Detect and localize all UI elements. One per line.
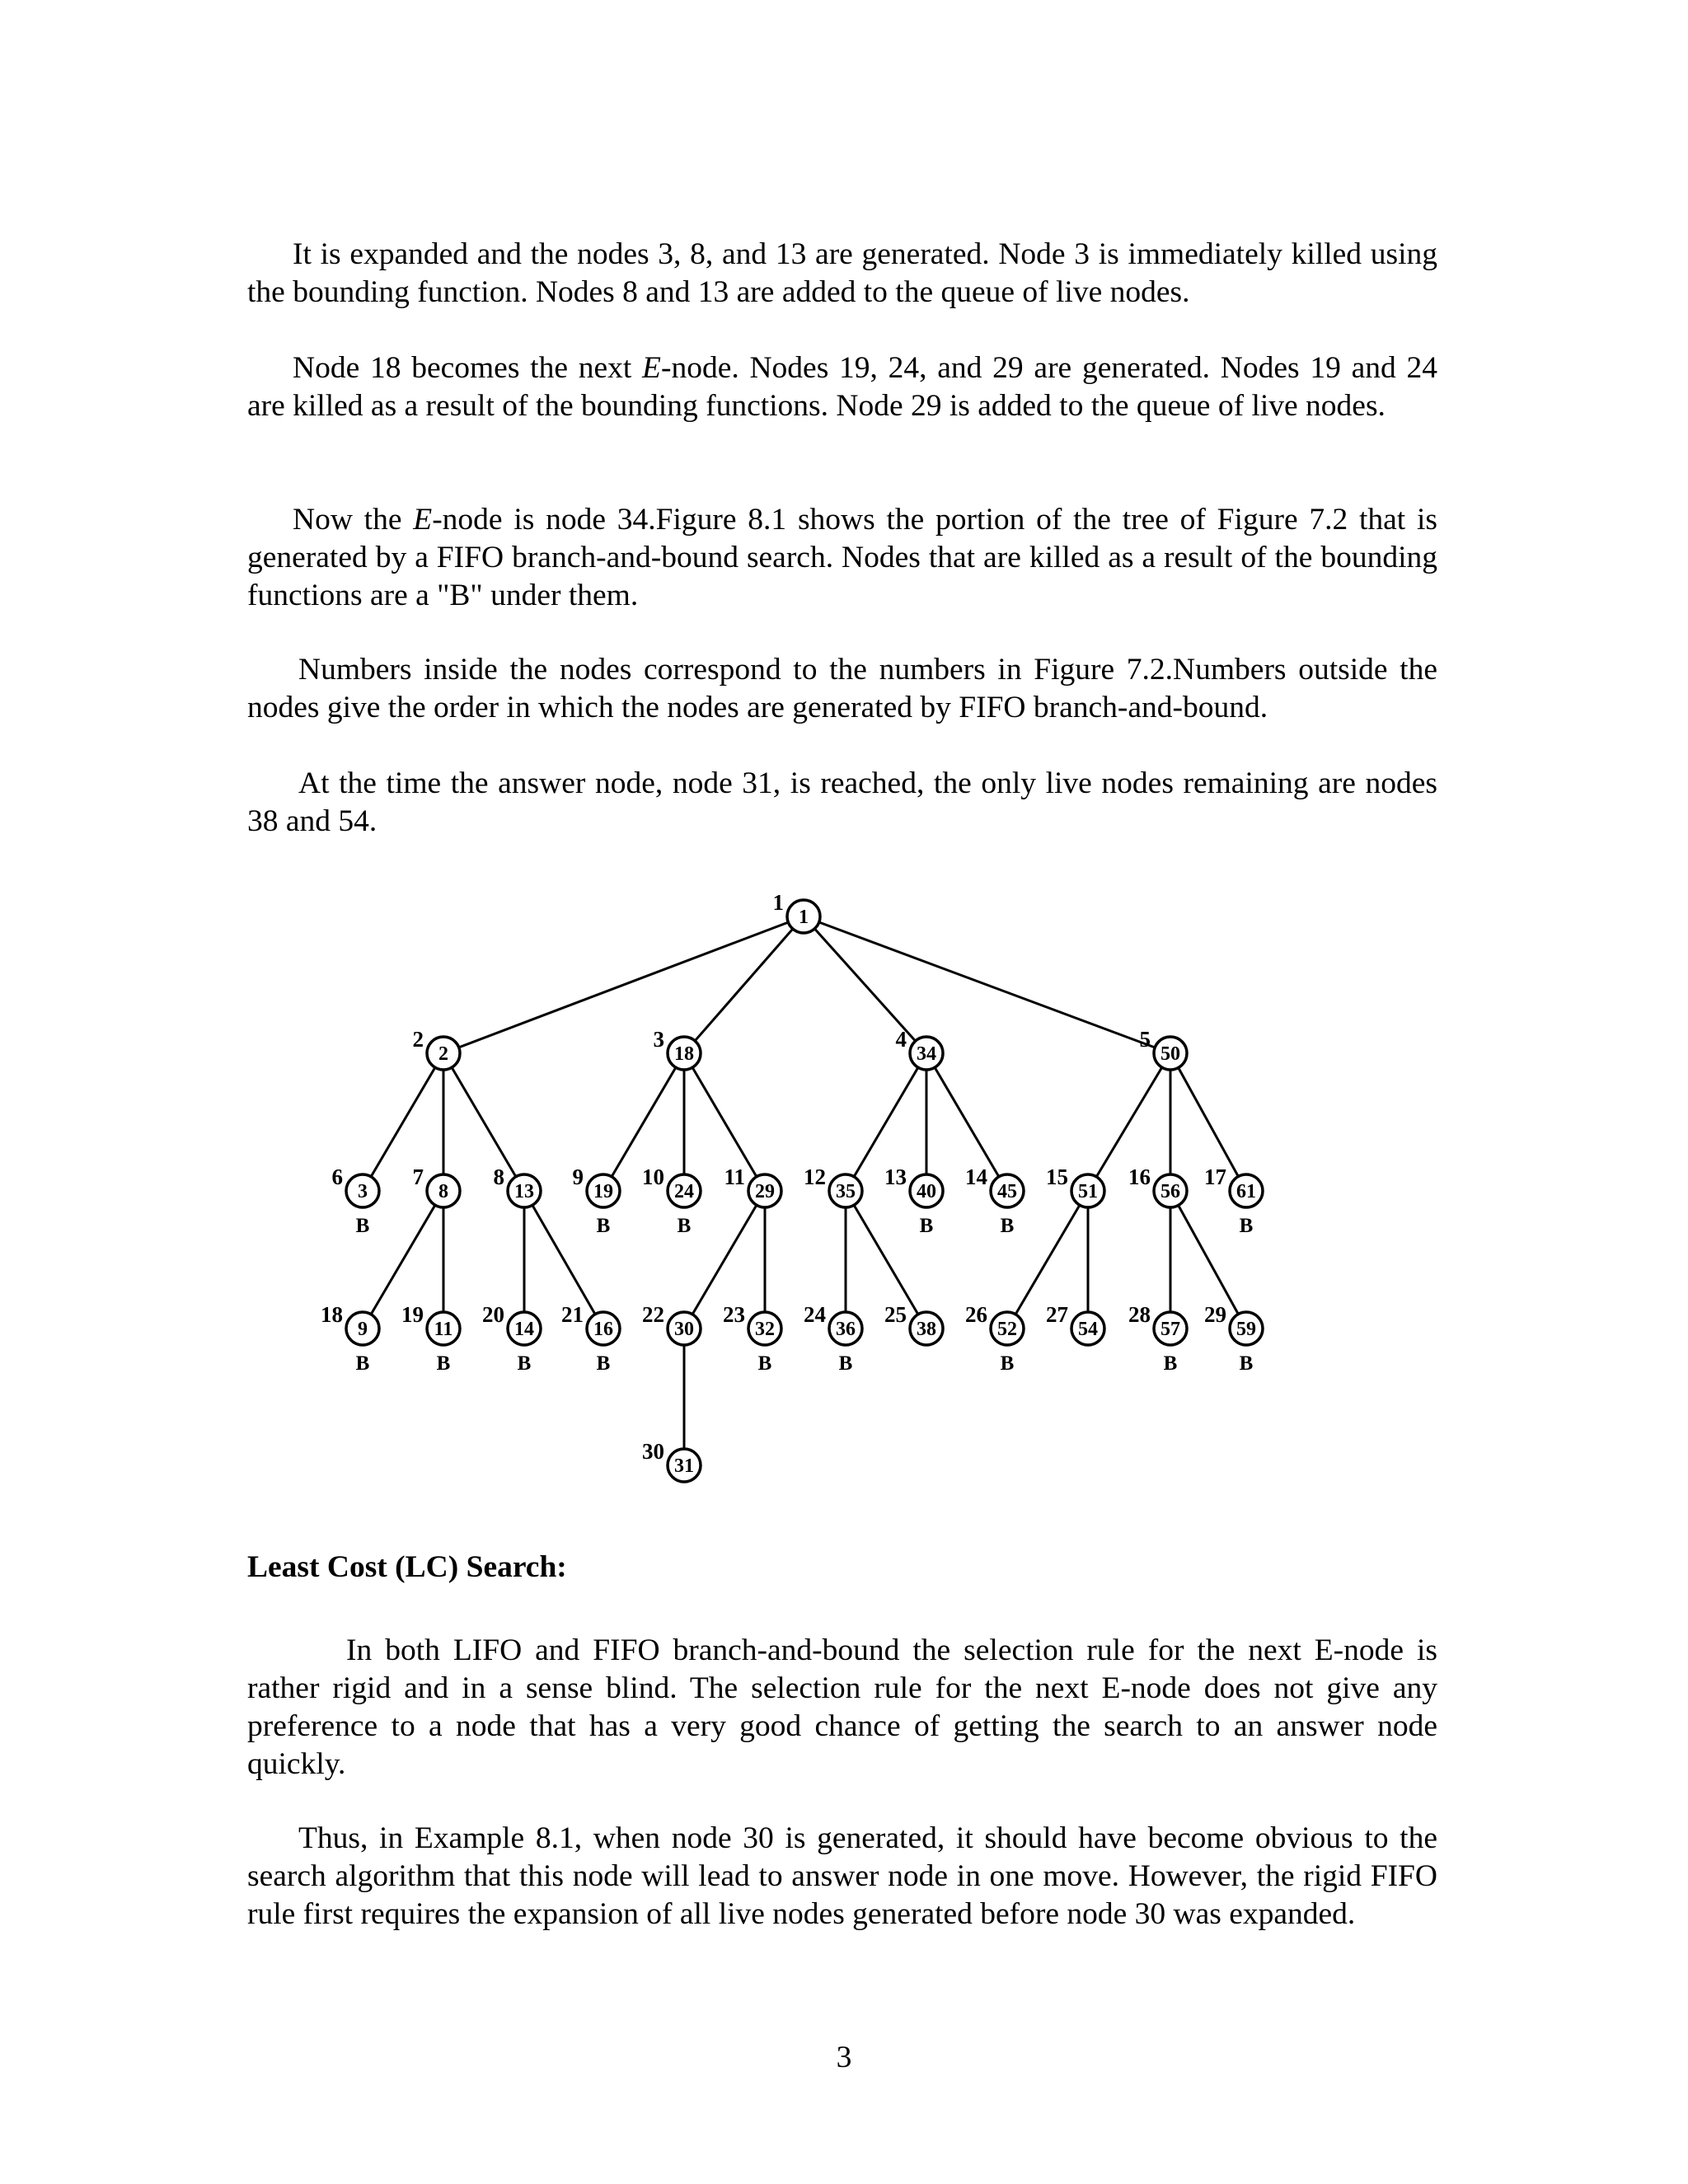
generation-order-label: 12 — [804, 1165, 826, 1189]
node-number-label: 32 — [755, 1319, 775, 1340]
paragraph — [247, 651, 1437, 727]
tree-edge — [459, 922, 789, 1047]
generation-order-label: 8 — [493, 1165, 504, 1189]
killed-marker: B — [677, 1215, 692, 1237]
killed-marker: B — [1000, 1215, 1015, 1237]
generation-order-label: 29 — [1204, 1302, 1226, 1327]
tree-edge — [935, 1067, 999, 1177]
tree-edge — [1096, 1067, 1161, 1177]
tree-edge — [1179, 1068, 1239, 1177]
killed-marker: B — [596, 1215, 611, 1237]
killed-marker: B — [919, 1215, 934, 1237]
generation-order-label: 13 — [884, 1165, 907, 1189]
node-number-label: 54 — [1078, 1319, 1098, 1340]
paragraph-text: Node 18 becomes the next — [293, 351, 643, 385]
node-number-label: 1 — [799, 907, 809, 928]
generation-order-label: 26 — [965, 1302, 987, 1327]
node-number-label: 29 — [755, 1181, 775, 1202]
paragraph-text: E — [642, 351, 661, 385]
paragraph-text: Thus, in Example 8.1, when node 30 is generated, it should have become obvious to the search algorithm that this node will lead to answer node in one move. However, the rigid FIFO rule first requires the expansion of all live nodes generated before node 30 was expanded. — [247, 1821, 1437, 1931]
generation-order-label: 3 — [653, 1027, 664, 1052]
node-number-label: 56 — [1160, 1181, 1180, 1202]
generation-order-label: 1 — [772, 890, 784, 915]
node-number-label: 52 — [997, 1319, 1017, 1340]
node-number-label: 2 — [438, 1043, 448, 1065]
generation-order-label: 2 — [412, 1027, 424, 1052]
generation-order-label: 28 — [1128, 1302, 1151, 1327]
node-number-label: 57 — [1160, 1319, 1180, 1340]
node-number-label: 9 — [358, 1319, 368, 1340]
node-number-label: 61 — [1236, 1181, 1256, 1202]
node-number-label: 14 — [514, 1319, 534, 1340]
tree-edge — [1015, 1205, 1080, 1315]
node-number-label: 16 — [593, 1319, 613, 1340]
node-number-label: 34 — [917, 1043, 936, 1065]
tree-edge — [854, 1205, 918, 1315]
paragraph — [247, 765, 1437, 841]
paragraph-text: Now the — [293, 503, 414, 537]
killed-marker: B — [1239, 1215, 1254, 1237]
paragraph-text: At the time the answer node, node 31, is reached, the only live nodes remaining are nodes 38 and 54. — [247, 766, 1437, 838]
tree-edge — [692, 1205, 757, 1315]
killed-marker: B — [436, 1352, 451, 1375]
generation-order-label: 19 — [401, 1302, 424, 1327]
killed-marker: B — [355, 1215, 370, 1237]
node-number-label: 11 — [434, 1319, 453, 1340]
node-number-label: 40 — [917, 1181, 936, 1202]
tree-edge — [814, 929, 915, 1041]
tree-edge — [452, 1067, 516, 1177]
node-number-label: 38 — [917, 1319, 936, 1340]
tree-edge — [532, 1205, 595, 1314]
generation-order-label: 7 — [412, 1165, 424, 1189]
tree-edge — [854, 1067, 918, 1177]
node-number-label: 18 — [674, 1043, 694, 1065]
killed-marker: B — [596, 1352, 611, 1375]
killed-marker: B — [1000, 1352, 1015, 1375]
paragraph — [247, 1632, 1437, 1783]
generation-order-label: 4 — [895, 1027, 907, 1052]
killed-marker: B — [355, 1352, 370, 1375]
generation-order-label: 22 — [642, 1302, 664, 1327]
generation-order-label: 15 — [1046, 1165, 1068, 1189]
generation-order-label: 14 — [965, 1165, 987, 1189]
generation-order-label: 9 — [572, 1165, 584, 1189]
node-number-label: 3 — [358, 1181, 368, 1202]
paragraph — [247, 349, 1437, 425]
paragraph-text: It is expanded and the nodes 3, 8, and 13 are generated. Node 3 is immediately killed using the bounding function. Nodes 8 and 13 are added to the queue of live nodes. — [247, 237, 1437, 309]
node-number-label: 30 — [674, 1319, 694, 1340]
tree-edge — [819, 922, 1156, 1047]
generation-order-label: 23 — [723, 1302, 745, 1327]
killed-marker: B — [517, 1352, 532, 1375]
generation-order-label: 5 — [1139, 1027, 1151, 1052]
killed-marker: B — [838, 1352, 853, 1375]
killed-marker: B — [757, 1352, 772, 1375]
generation-order-label: 24 — [804, 1302, 826, 1327]
generation-order-label: 6 — [331, 1165, 343, 1189]
paragraph — [247, 236, 1437, 312]
paragraph — [247, 1820, 1437, 1933]
node-number-label: 50 — [1160, 1043, 1180, 1065]
tree-edge — [612, 1067, 676, 1177]
node-number-label: 31 — [674, 1455, 694, 1477]
paragraph-text: -node is node 34.Figure 8.1 shows the portion of the tree of Figure 7.2 that is generated by a FIFO branch-and-bound search. Nodes that are killed as a result of the bounding functions are a "B" under them. — [247, 503, 1437, 612]
killed-marker: B — [1163, 1352, 1178, 1375]
node-number-label: 13 — [514, 1181, 534, 1202]
generation-order-label: 27 — [1046, 1302, 1068, 1327]
tree-edge — [692, 1067, 757, 1177]
generation-order-label: 11 — [724, 1165, 745, 1189]
paragraph-text: In both LIFO and FIFO branch-and-bound the selection rule for the next E-node is rather rigid and in a sense blind. The selection rule for the next E-node does not give any preference to a node that has a very good chance of getting the search to an answer node quickly. — [247, 1633, 1437, 1781]
node-number-label: 36 — [836, 1319, 856, 1340]
generation-order-label: 10 — [642, 1165, 664, 1189]
generation-order-label: 30 — [642, 1439, 664, 1464]
generation-order-label: 21 — [561, 1302, 584, 1327]
tree-edge — [1179, 1206, 1239, 1315]
node-number-label: 59 — [1236, 1319, 1256, 1340]
tree-edge — [371, 1067, 435, 1177]
node-number-label: 35 — [836, 1181, 856, 1202]
generation-order-label: 16 — [1128, 1165, 1151, 1189]
generation-order-label: 17 — [1204, 1165, 1226, 1189]
section-heading: Least Cost (LC) Search: — [247, 1550, 567, 1584]
node-number-label: 45 — [997, 1181, 1017, 1202]
node-number-label: 51 — [1078, 1181, 1098, 1202]
tree-edge — [371, 1205, 435, 1315]
node-number-label: 8 — [438, 1181, 448, 1202]
fifo-state-space-tree — [0, 882, 1688, 1508]
generation-order-label: 25 — [884, 1302, 907, 1327]
generation-order-label: 20 — [482, 1302, 504, 1327]
killed-marker: B — [1239, 1352, 1254, 1375]
paragraph-text: -node. Nodes 19, 24, and 29 are generated. Nodes 19 and 24 are killed as a result of the bounding functions. Node 29 is added to the queue of live nodes. — [247, 351, 1438, 423]
paragraph-text: E — [413, 503, 433, 537]
node-number-label: 24 — [674, 1181, 694, 1202]
node-number-label: 19 — [593, 1181, 613, 1202]
paragraph-text: Numbers inside the nodes correspond to the numbers in Figure 7.2.Numbers outside the nodes give the order in which the nodes are generated by FIFO branch-and-bound. — [247, 653, 1437, 724]
paragraph — [247, 501, 1437, 615]
generation-order-label: 18 — [321, 1302, 343, 1327]
tree-edge — [695, 929, 793, 1041]
page-number: 3 — [836, 2041, 852, 2074]
